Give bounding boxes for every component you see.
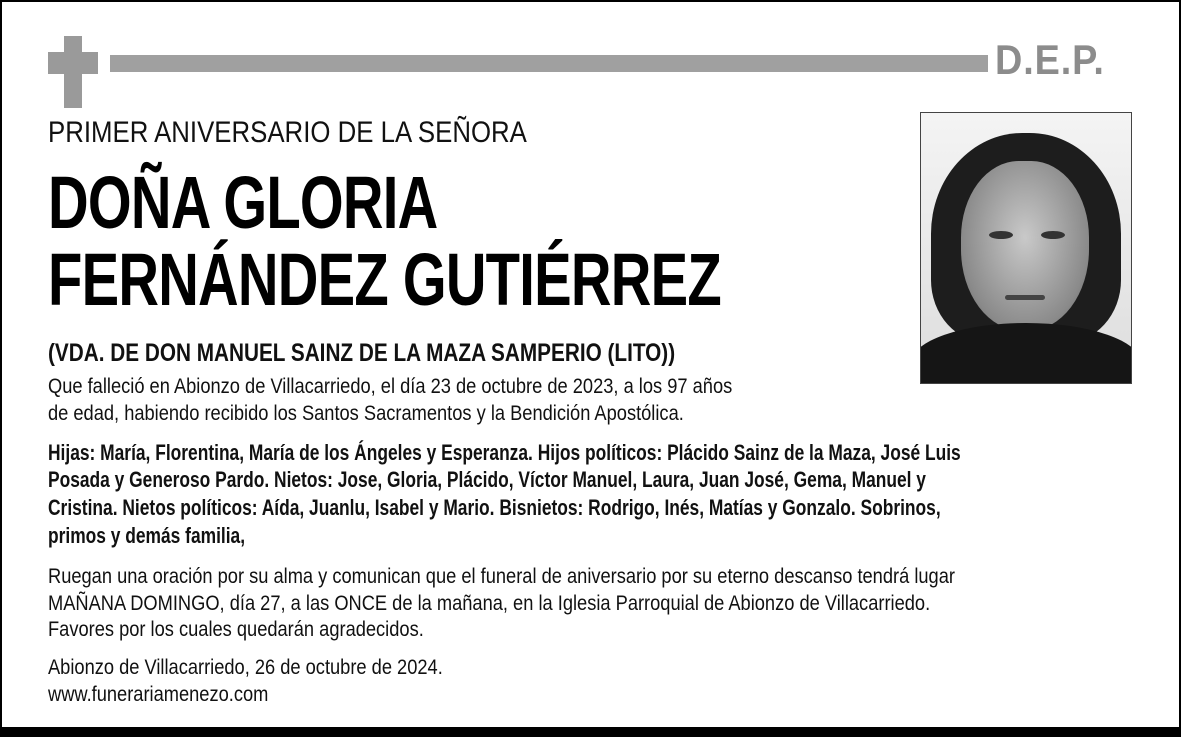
family-line: primos y demás familia,: [48, 523, 246, 548]
deceased-name-line-1: DOÑA GLORIA: [48, 161, 438, 244]
deceased-name-line-2: FERNÁNDEZ GUTIÉRREZ: [48, 238, 721, 321]
death-notice-line: de edad, habiendo recibido los Santos Sacramentos y la Bendición Apostólica.: [48, 402, 684, 425]
family-line: Posada y Generoso Pardo. Nietos: Jose, Gloria, Plácido, Víctor Manuel, Laura, Juan José, Gema, Manuel y: [48, 467, 926, 492]
widow-of: (VDA. DE DON MANUEL SAINZ DE LA MAZA SAMPERIO (LITO)): [48, 339, 676, 367]
photo-face: [961, 161, 1089, 331]
website-link[interactable]: www.funerariamenezo.com: [48, 683, 269, 706]
death-notice-line: Que falleció en Abionzo de Villacarriedo, el día 23 de octubre de 2023, a los 97 años: [48, 375, 733, 398]
bottom-bar: [0, 727, 1181, 737]
header-rule: [110, 55, 988, 72]
photo-eye: [1041, 231, 1065, 239]
photo-mouth: [1005, 295, 1045, 300]
request-line: MAÑANA DOMINGO, día 27, a las ONCE de la mañana, en la Iglesia Parroquial de Abionzo de Villacarriedo.: [48, 592, 931, 615]
photo-body: [920, 323, 1132, 384]
family-line: Cristina. Nietos políticos: Aída, Juanlu, Isabel y Mario. Bisnietos: Rodrigo, Inés, Matías y Gonzalo. Sobrinos,: [48, 495, 941, 520]
cross-horizontal: [48, 52, 98, 74]
photo-eye: [989, 231, 1013, 239]
deceased-photo: [920, 112, 1132, 384]
place-date: Abionzo de Villacarriedo, 26 de octubre de 2024.: [48, 656, 443, 679]
dep-label: D.E.P.: [995, 36, 1105, 83]
family-line: Hijas: María, Florentina, María de los Ángeles y Esperanza. Hijos políticos: Plácido Sainz de la Maza, José Luis: [48, 440, 961, 465]
request-line: Favores por los cuales quedarán agradecidos.: [48, 618, 424, 641]
request-line: Ruegan una oración por su alma y comunican que el funeral de aniversario por su eterno descanso tendrá lugar: [48, 565, 955, 588]
subtitle: PRIMER ANIVERSARIO DE LA SEÑORA: [48, 116, 527, 149]
